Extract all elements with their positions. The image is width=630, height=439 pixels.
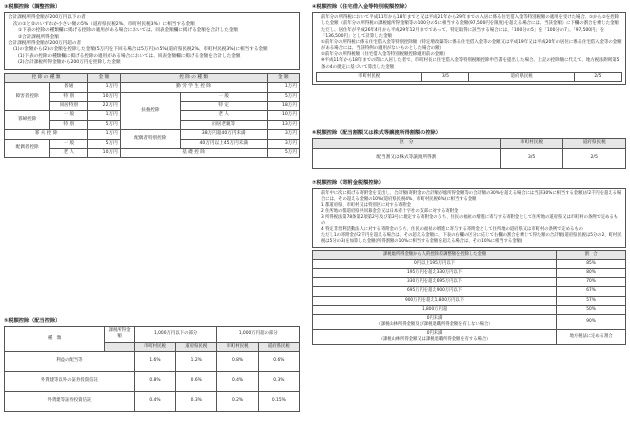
table-row: 外貨建等以外の証券投資信託 0.8% 0.6% 0.4% 0.3% xyxy=(5,371,300,391)
panel-adjustment-credit xyxy=(4,4,300,158)
text-n1: ①前年分の所得税に係る住宅借入金等特別控除額（特定増改築等に係る住宅借入金等の金額又は平成19年又は平成20年の居住に係る住宅借入金等の金額がある場合には、当該特例の適用がないものとした場合の額） xyxy=(321,39,622,52)
table-row: 外貨建等証券投資信託 0.4% 0.3% 0.2% 0.15% xyxy=(5,391,300,411)
donation-rate-table xyxy=(312,250,626,344)
table-row: 695万円を超え900万円以下 67% xyxy=(313,287,626,296)
text-body: 前年中に次に掲げる寄附金を支出し、合計額(寄附金の合計額が総所得金額等の合計額の30%を超える場合には当該30%に相当する金額)が2千円を超える場合には、その超える金額の10%(道府県民税4%、市町村民税6%)に相当する金額 xyxy=(321,191,622,203)
text-note: ただし、居住年が平成26年4月から平成29年12月までであって、特定取得に該当する場合には、「100分の5」を「100分の7」、「97,500円」を「136,500円」として計算した金額 xyxy=(321,27,605,39)
text-formula-2: (1)の金額から(2)の金額を控除した金額(5万円を下回る場合は5万円)の5%(道府県民税2%、市町村民税3%)に相当する金額 xyxy=(13,47,268,53)
adjustment-box xyxy=(4,12,300,69)
text-i1: 1 都道府県、市町村又は特別区に対する寄附金 xyxy=(321,203,412,209)
text-item-1: ①下表の控除の種類欄に掲げる控除の適用がある場合においては、同表金額欄に掲げる金額を合計した金額 xyxy=(18,28,239,34)
housing-box xyxy=(312,12,626,85)
panel-housing-credit xyxy=(312,4,626,85)
panel-dividend-credit xyxy=(4,318,300,412)
table-row: 利益の配当等 1.6% 1.2% 0.8% 0.6% xyxy=(5,351,300,371)
text-item-2: ②合計課税所得金額 xyxy=(18,34,59,40)
th-kind-2: 控 除 の 種 類 xyxy=(120,73,267,82)
text-i2: 2 住所地の都道府県共同募金会又は日本赤十字社の支部に対する寄附金 xyxy=(321,209,459,215)
th-amount: 金 額 xyxy=(88,73,120,82)
table-row: 特 別 5万円 同居老親等 13万円 xyxy=(5,120,300,129)
allocation-table xyxy=(312,138,626,168)
section-title-dividend: ⑤税額控除（配当控除） xyxy=(4,318,61,324)
text-intro: 合計課税所得金額が200万円以下の者 xyxy=(8,15,86,21)
table-row: 1,800万円超 50% xyxy=(313,305,626,314)
table-header: 課税総所得金額から人的控除差調整額を控除した金額 割 合 xyxy=(313,251,626,260)
table-row: 配当割又は株式等譲渡所得割 3/5 2/5 xyxy=(313,148,626,168)
table-row: 特 別 10万円 扶養控除 一 般 5万円 xyxy=(5,92,300,101)
text-formula: 次の①と②のいずれか小さい額の5%（道府県民税2%、市町村民税3%）に相当する金額 xyxy=(13,21,195,27)
table-row: 寡 夫 控 除 1万円 配偶者特別控除 38万円超40万円未満 3万円 xyxy=(5,130,300,139)
section-title-adjustment: ③税額控除（調整控除） xyxy=(4,4,61,10)
deduction-table xyxy=(4,73,300,159)
text-i3: 3 所得税法第78条第2項第2号及び第3号に規定する寄附金のうち、住民の福祉の増進に寄与する寄附金として住所地の道府県又は市町村の条例で定めるもの xyxy=(321,215,619,227)
table-row: 0円未満 （課税山林所得金額及び課税退職所得金額を有しない場合） 90% xyxy=(313,314,626,329)
table-row: 195万円を超え330万円以下 80% xyxy=(313,269,626,278)
dividend-table xyxy=(4,326,300,411)
table-row: 寡婦控除 一 般 1万円 老 人 10万円 xyxy=(5,111,300,120)
text-i4: 4 特定非営利活動法人に対する寄附金のうち、住民の福祉の増進に寄与する寄附金として住所地の道府県又は市町村の条例で定めるもの xyxy=(321,227,583,233)
table-row: 同居特別 22万円 特 定 18万円 xyxy=(5,101,300,110)
text-body: 前年分の所得税において平成11年から18年までと又は平成21年から29年までの入居に係る住宅借入金等特別税額の適用を受けた場合、①から②を控除した金額（前年分の所得税の課税総所得金額等の100分の5に相当する金額(97,500円を限度)を超える場合には、当該金額）に下欄の割合を乗じた金額 xyxy=(321,15,620,27)
text-item-j1: (1)下表の控除の種類欄に掲げる控除の適用がある場合においては、同表金額欄に掲げる金額を合計した金額 xyxy=(18,53,241,59)
text-note: ただし1の寄附金が2千円を超える場合は、その超える金額に、下表の右欄の区分に応じて右欄の割合を乗じて得た額の合計額(道府県民税は5分の2、町村民税は5分の3)を加算した金額(所得割額の10%に相当する金額を超える場合は、その10%に相当する金額) xyxy=(321,233,622,245)
table-subheader: 市町村民税 道府県民税 市町村民税 道府県民税 xyxy=(5,342,300,351)
section-title-housing: ④税額控除（住宅借入金等特別税額控除） xyxy=(312,4,410,10)
th-amount-2: 金 額 xyxy=(267,73,300,82)
table-header: 区 分 市町村民税 道府県民税 xyxy=(313,139,626,148)
text-n3: ※平成11年から18年までの間に入居した者で、市町村長に住宅借入金等特別税額控除申告書を提出した場合、上記の控除額に代えて、地方税法附則第5条の4の規定に基づいて算出した金額 xyxy=(321,58,620,70)
th-kind: 控 除 の 種 類 xyxy=(5,73,88,82)
table-row: 0円以上195万円以下 85% xyxy=(313,260,626,269)
table-header xyxy=(5,73,300,82)
table-row: 市町村民税 3/5 道府県民税 2/5 xyxy=(317,72,622,81)
text-item-j2: (2)合計課税所得金額から200万円を控除した金額 xyxy=(18,60,121,66)
table-header: 種 類 課税所得金額 1,000万円以下の部分 1,000万円超の部分 xyxy=(5,327,300,342)
section-title-donation: ⑦税額控除（寄附金税額控除） xyxy=(312,180,384,186)
table-row: 障害者控除 普通 1万円 勤 労 学 生 控 除 1万円 xyxy=(5,83,300,92)
table-row: 900万円を超え1,800万円以下 57% xyxy=(313,296,626,305)
panel-donation-credit xyxy=(312,180,626,345)
donation-box xyxy=(312,188,626,248)
text-n2: ②前年分の所得税額（住宅借入金等特別税額控除適用前の金額） xyxy=(321,52,448,58)
housing-rate-table xyxy=(316,72,622,82)
panel-dividend-allocation xyxy=(312,130,626,169)
text-intro-2: 合計課税所得金額が200万円超の者 xyxy=(8,40,82,46)
table-row: 配偶者控除 一 般 5万円 40万円以上45万円未満 3万円 xyxy=(5,139,300,148)
table-row: 老 人 10万円 基 礎 控 除 5万円 xyxy=(5,149,300,158)
table-row: 0円未満 （課税山林所得金額又は課税退職所得金額を有する場合） 地方税法に定める割合 xyxy=(313,329,626,344)
table-row: 330万円を超え695万円以下 70% xyxy=(313,278,626,287)
section-title-allocation: ⑥税額控除（配当割額又は株式等譲渡所得割額の控除） xyxy=(312,130,441,136)
